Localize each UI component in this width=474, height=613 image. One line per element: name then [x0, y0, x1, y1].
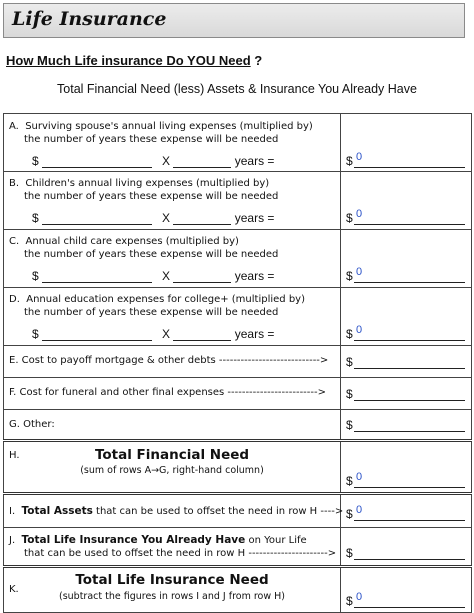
row-b-amount-blank[interactable] [42, 224, 152, 225]
row-h [4, 441, 472, 494]
row-c-value: 0 [356, 266, 363, 278]
row-d-calc: $ X years = [32, 327, 275, 341]
row-j-line2: that can be used to offset the need in row H ----------------------> [24, 548, 337, 559]
row-f [4, 378, 472, 410]
row-i-dollar: $ [346, 507, 353, 521]
row-a-value: 0 [356, 151, 363, 163]
subheading: Total Financial Need (less) Assets & Insurance You Already Have [57, 82, 417, 96]
question-mark: ? [254, 53, 263, 68]
row-j-dollar: $ [346, 546, 353, 560]
row-d-line2: the number of years these expense will be needed [24, 307, 279, 318]
row-g-answer-line[interactable] [354, 431, 465, 432]
row-a-amount-blank[interactable] [42, 167, 152, 168]
row-g-dollar: $ [346, 418, 353, 432]
page-title: Life Insurance [12, 8, 167, 30]
row-b-dollar: $ [346, 211, 353, 225]
row-a-line1: Surviving spouse's annual living expenses (multiplied by) [25, 121, 313, 132]
row-c-dollar: $ [346, 269, 353, 283]
row-g [4, 410, 472, 441]
row-c-line1: Annual child care expenses (multiplied by) [25, 236, 239, 247]
row-k [4, 567, 472, 613]
row-b-calc: $ X years = [32, 211, 275, 225]
row-k-value: 0 [356, 591, 363, 603]
row-i [4, 494, 472, 528]
row-b [4, 172, 472, 230]
row-k-title: Total Life Insurance Need [75, 572, 269, 588]
row-e-dollar: $ [346, 355, 353, 369]
row-i-bold: Total Assets [21, 505, 93, 517]
row-j-letter: J. [9, 535, 16, 546]
row-a-years-blank[interactable] [173, 167, 231, 168]
row-j [4, 528, 472, 567]
row-h-dollar: $ [346, 474, 353, 488]
row-j-bold: Total Life Insurance You Already Have [21, 534, 246, 546]
row-a-dollar: $ [346, 154, 353, 168]
row-h-letter: H. [9, 450, 20, 461]
row-e-answer-line[interactable] [354, 368, 465, 369]
row-d-dollar: $ [346, 327, 353, 341]
row-h-answer-line[interactable] [354, 487, 465, 488]
row-a-answer-line[interactable] [354, 167, 465, 168]
row-e [4, 346, 472, 378]
row-k-letter: K. [9, 584, 19, 595]
row-i-rest: that can be used to offset the need in row H ----> [92, 506, 344, 517]
row-k-subtitle: (subtract the figures in rows I and J from row H) [58, 591, 286, 602]
row-f-answer-line[interactable] [354, 400, 465, 401]
row-d-answer-line[interactable] [354, 340, 465, 341]
title-bar [3, 3, 465, 38]
row-h-value: 0 [356, 471, 363, 483]
row-c-line2: the number of years these expense will be needed [24, 249, 279, 260]
row-i-answer-line[interactable] [354, 520, 465, 521]
row-d-amount-blank[interactable] [42, 340, 152, 341]
row-b-value: 0 [356, 208, 363, 220]
row-b-line2: the number of years these expense will be needed [24, 191, 279, 202]
row-d-years-blank[interactable] [173, 340, 231, 341]
row-c-years-blank[interactable] [173, 282, 231, 283]
row-c-letter: C. [9, 236, 20, 247]
row-g-label: G. Other: [9, 419, 55, 430]
row-c-calc: $ X years = [32, 269, 275, 283]
row-a-letter: A. [9, 121, 19, 132]
worksheet-table [3, 113, 472, 613]
row-c [4, 230, 472, 288]
row-a [4, 114, 472, 172]
row-b-answer-line[interactable] [354, 224, 465, 225]
row-f-label: F. Cost for funeral and other final expenses -------------------------> [9, 387, 326, 398]
row-i-letter: I. [9, 506, 16, 517]
row-e-label: E. Cost to payoff mortgage & other debts ----------------------------> [9, 355, 329, 366]
question-heading [6, 53, 262, 68]
question-text: How Much Life insurance Do YOU Need [6, 53, 251, 68]
row-k-dollar: $ [346, 594, 353, 608]
row-d-line1: Annual education expenses for college+ (multiplied by) [26, 294, 305, 305]
row-a-calc: $ X years = [32, 154, 275, 168]
row-b-letter: B. [9, 178, 20, 189]
row-h-title: Total Financial Need [94, 447, 250, 463]
row-d [4, 288, 472, 346]
row-j-answer-line[interactable] [354, 559, 465, 560]
row-j-rest: on Your Life [245, 535, 307, 546]
row-d-value: 0 [356, 324, 363, 336]
row-c-amount-blank[interactable] [42, 282, 152, 283]
row-k-answer-line[interactable] [354, 607, 465, 608]
row-c-answer-line[interactable] [354, 282, 465, 283]
row-a-line2: the number of years these expense will be needed [24, 134, 279, 145]
row-f-dollar: $ [346, 387, 353, 401]
row-i-value: 0 [356, 504, 363, 516]
row-d-letter: D. [9, 294, 20, 305]
row-h-subtitle: (sum of rows A→G, right-hand column) [80, 465, 264, 476]
row-b-years-blank[interactable] [173, 224, 231, 225]
row-b-line1: Children's annual living expenses (multiplied by) [25, 178, 270, 189]
